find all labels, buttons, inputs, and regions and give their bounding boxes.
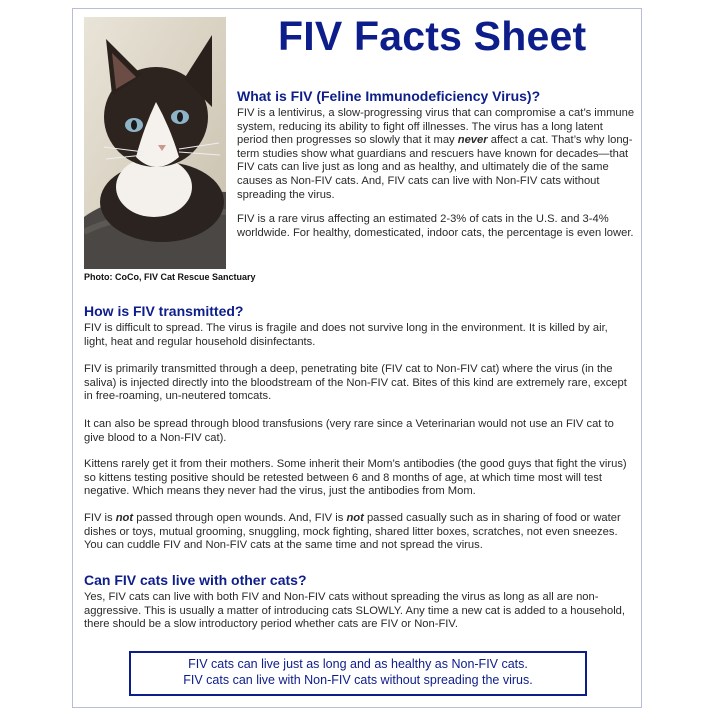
transmitted-paragraph-4: Kittens rarely get it from their mothers. Some inherit their Mom’s antibodies (the good guys that fight the virus) so kittens testing positive should be retested between 6 and 8 months of age, at which time most will test negative. Which means they never had the virus, just the antibodies from Mom. xyxy=(84,458,627,498)
section-heading-live: Can FIV cats live with other cats? xyxy=(84,572,307,588)
callout-line-2: FIV cats can live with Non-FIV cats without spreading the virus. xyxy=(183,673,533,687)
emphasis-not-1: not xyxy=(115,512,134,524)
cat-photo xyxy=(84,17,226,269)
emphasis-never: never xyxy=(457,134,488,147)
callout-box xyxy=(129,651,587,696)
section-heading-what: What is FIV (Feline Immunodeficiency Virus)? xyxy=(237,88,541,104)
page-title: FIV Facts Sheet xyxy=(278,13,587,59)
cat-illustration xyxy=(84,17,226,269)
emphasis-not-2: not xyxy=(346,512,364,524)
photo-caption: Photo: CoCo, FIV Cat Rescue Sanctuary xyxy=(84,272,256,282)
section-heading-transmitted: How is FIV transmitted? xyxy=(84,303,244,319)
live-paragraph-1: Yes, FIV cats can live with both FIV and Non-FIV cats without spreading the virus as long as all are non-aggressive. This is usually a matter of introducing cats SLOWLY. Any time a new cat is added to a household, there should be a slow introductory period whether cats are FIV or Non-FIV. xyxy=(84,591,626,631)
callout-line-1: FIV cats can live just as long and as healthy as Non-FIV cats. xyxy=(188,657,528,671)
transmitted-paragraph-5: FIV is not passed through open wounds. And, FIV is not passed casually such as in sharing of food or water dishes or toys, mutual grooming, snuggling, mock fighting, shared litter boxes, scratches, not even sneezes. You can cuddle FIV and Non-FIV cats at the same time and not spread the virus. xyxy=(84,512,621,552)
transmitted-paragraph-3: It can also be spread through blood transfusions (very rare since a Veterinarian would not use an FIV cat to give blood to a Non-FIV cat). xyxy=(84,418,614,444)
what-paragraph-1: FIV is a lentivirus, a slow-progressing virus that can compromise a cat’s immune system, reducing its ability to fight off illnesses. The virus has a long latent period then progresses so slowly that it may never affect a cat. That’s why long-term studies show what guardians and rescuers have known for decades—that FIV cats can live just as long and as healthy, and ultimately die of the same causes as Non-FIV cats. And, FIV cats can live with Non-FIV cats without spreading the virus. xyxy=(237,107,635,201)
transmitted-paragraph-1: FIV is difficult to spread. The virus is fragile and does not survive long in the environment. It is killed by air, light, heat and regular household disinfectants. xyxy=(84,322,608,348)
transmitted-paragraph-2: FIV is primarily transmitted through a deep, penetrating bite (FIV cat to Non-FIV cat) where the virus (in the saliva) is injected directly into the bloodstream of the Non-FIV cat. Bites of this kind are extremely rare, except in free-roaming, un-neutered tomcats. xyxy=(84,363,627,403)
what-paragraph-2: FIV is a rare virus affecting an estimated 2-3% of cats in the U.S. and 3-4% worldwide. For healthy, domesticated, indoor cats, the percentage is even lower. xyxy=(237,213,634,239)
